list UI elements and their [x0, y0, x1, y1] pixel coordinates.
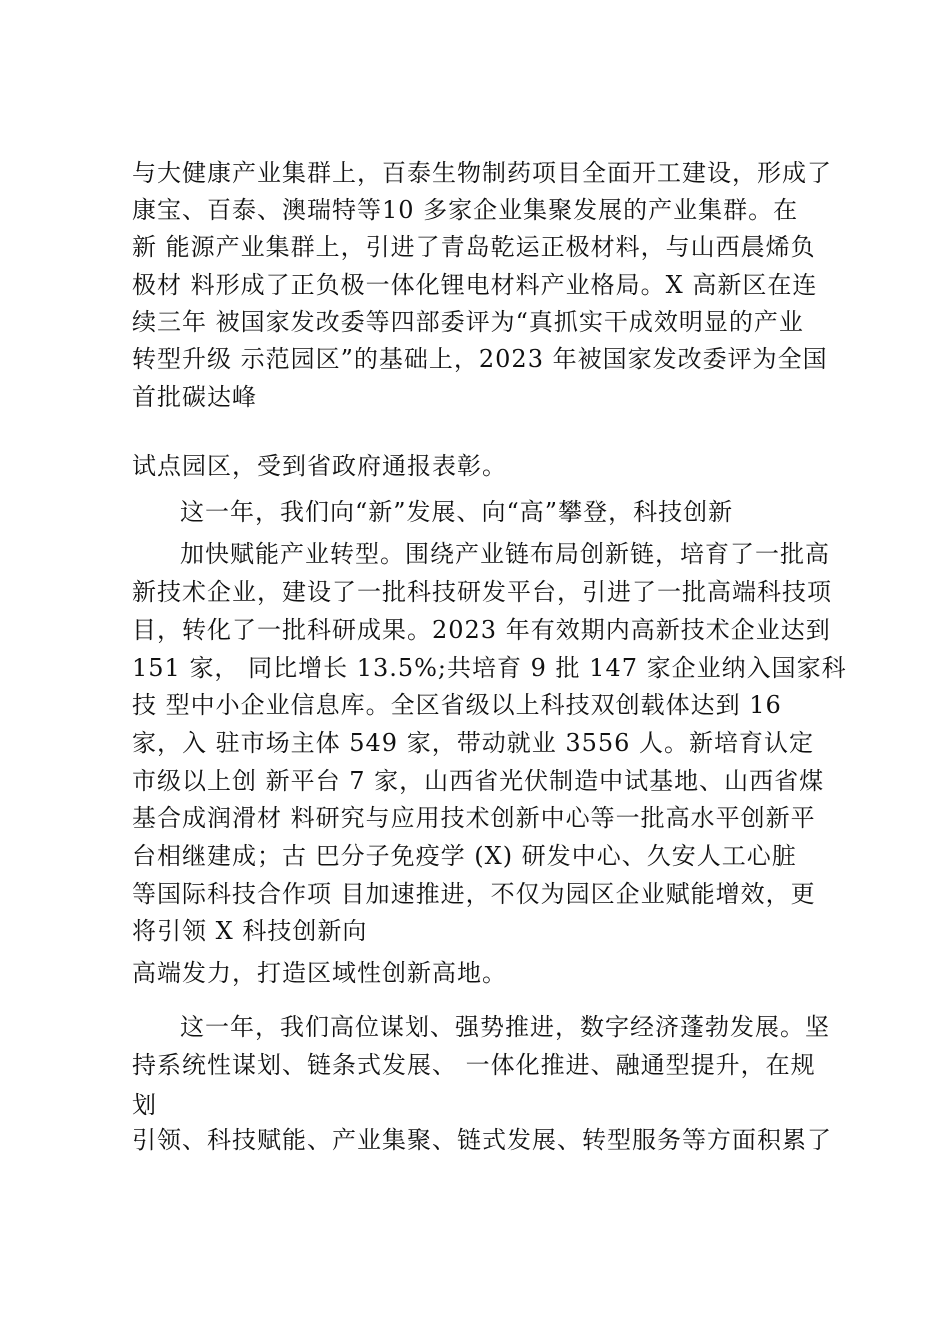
text-line: 转型升级 示范园区”的基础上，2023 年被国家发改委评为全国: [132, 345, 828, 373]
text-line: 划: [132, 1091, 157, 1119]
text-line: 首批碳达峰: [132, 383, 257, 411]
text-line: 家，入 驻市场主体 549 家，带动就业 3556 人。新培育认定: [132, 729, 815, 757]
text-line: 等国际科技合作项 目加速推进，不仅为园区企业赋能增效，更: [132, 880, 816, 908]
paragraph-start: 这一年，我们向“新”发展、向“高”攀登，科技创新: [180, 498, 734, 526]
text-line: 技 型中小企业信息库。全区省级以上科技双创载体达到 16: [132, 691, 782, 719]
text-line: 高端发力，打造区域性创新高地。: [132, 959, 507, 987]
text-line: 目，转化了一批科研成果。2023 年有效期内高新技术企业达到: [132, 616, 831, 644]
text-line: 加快赋能产业转型。围绕产业链布局创新链，培育了一批高: [180, 540, 830, 568]
text-line: 续三年 被国家发改委等四部委评为“真抓实干成效明显的产业: [132, 308, 804, 336]
text-line: 新技术企业，建设了一批科技研发平台，引进了一批高端科技项: [132, 578, 832, 606]
text-line: 151 家， 同比增长 13.5%;共培育 9 批 147 家企业纳入国家科: [132, 654, 847, 682]
text-line: 康宝、百泰、澳瑞特等10 多家企业集聚发展的产业集群。在: [132, 196, 799, 224]
text-line: 引领、科技赋能、产业集聚、链式发展、转型服务等方面积累了: [132, 1126, 832, 1154]
text-line: 将引领 X 科技创新向: [132, 917, 368, 945]
paragraph-start: 这一年，我们高位谋划、强势推进，数字经济蓬勃发展。坚: [180, 1013, 830, 1041]
text-line: 市级以上创 新平台 7 家，山西省光伏制造中试基地、山西省煤: [132, 767, 825, 795]
text-line: 与大健康产业集群上，百泰生物制药项目全面开工建设，形成了: [132, 159, 832, 187]
text-line: 基合成润滑材 料研究与应用技术创新中心等一批高水平创新平: [132, 804, 816, 832]
text-line: 新 能源产业集群上，引进了青岛乾运正极材料，与山西晨烯负: [132, 233, 816, 261]
text-line: 试点园区，受到省政府通报表彰。: [132, 452, 507, 480]
text-line: 持系统性谋划、链条式发展、 一体化推进、融通型提升，在规: [132, 1051, 816, 1079]
text-line: 极材 料形成了正负极一体化锂电材料产业格局。X 高新区在连: [132, 271, 818, 299]
text-line: 台相继建成；古 巴分子免疫学 (X) 研发中心、久安人工心脏: [132, 842, 797, 870]
